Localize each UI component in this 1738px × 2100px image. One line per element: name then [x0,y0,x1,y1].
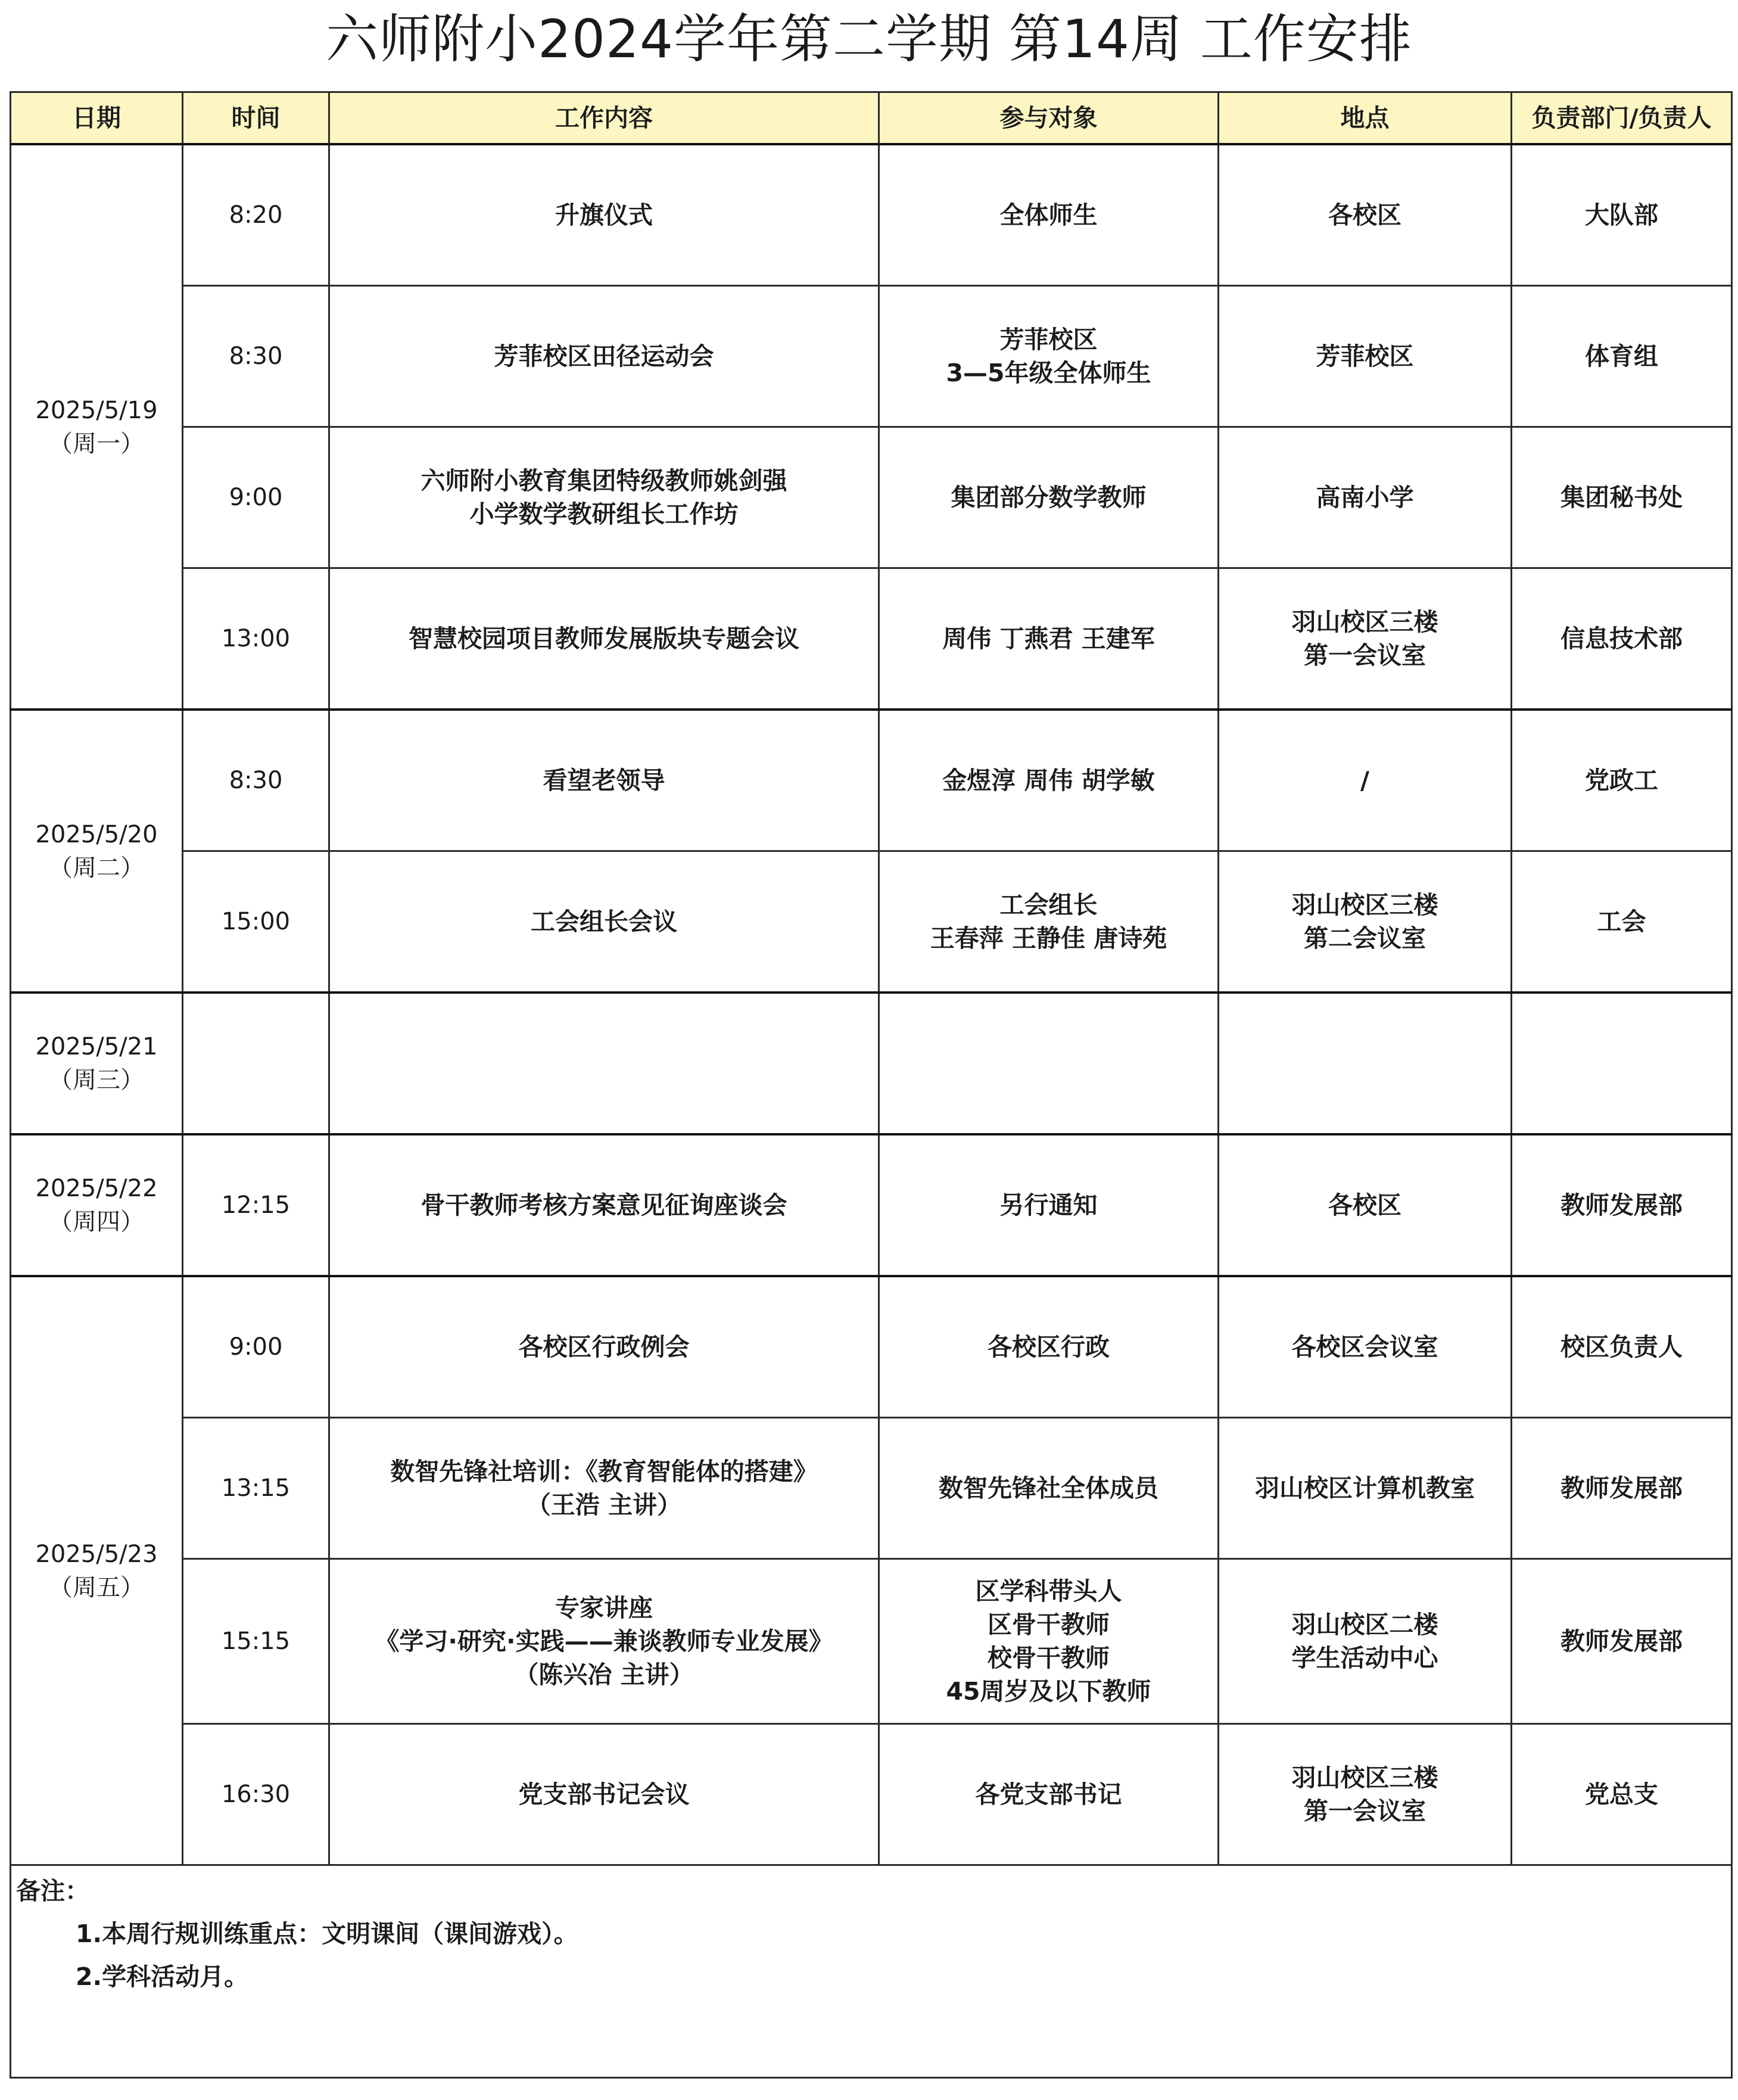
header-row [11,92,1732,145]
participants-cell: 周伟 丁燕君 王建军 [879,568,1219,710]
participants-cell: 工会组长 王春萍 王静佳 唐诗苑 [879,851,1219,993]
owner-cell: 信息技术部 [1512,568,1732,710]
location-cell: 各校区会议室 [1219,1276,1512,1418]
note-item: 1.本周行规训练重点：文明课间（课间游戏）。 [76,1919,578,1948]
content-cell [329,993,879,1134]
location-cell: 高南小学 [1219,427,1512,568]
date-cell [11,1134,183,1276]
date-cell [11,144,183,710]
note-item: 2.学科活动月。 [76,1962,249,1991]
header-owner: 负责部门/负责人 [1512,92,1732,145]
table-row [11,286,1732,427]
notes-heading: 备注： [16,1877,89,1905]
weekday-text: （周一） [49,430,144,458]
location-cell: 羽山校区计算机教室 [1219,1418,1512,1559]
content-cell: 党支部书记会议 [329,1724,879,1865]
owner-cell [1512,993,1732,1134]
location-cell: / [1219,710,1512,851]
participants-cell: 芳菲校区 3—5年级全体师生 [879,286,1219,427]
table-row [11,568,1732,710]
time-cell: 13:00 [183,568,329,710]
owner-cell: 教师发展部 [1512,1418,1732,1559]
date-text: 2025/5/20 [35,820,158,848]
table-row [11,1418,1732,1559]
location-cell: 羽山校区三楼 第二会议室 [1219,851,1512,993]
notes-cell [11,1865,1732,2078]
location-cell [1219,993,1512,1134]
weekday-text: （周四） [49,1208,144,1236]
participants-cell: 金煜淳 周伟 胡学敏 [879,710,1219,851]
date-cell [11,1276,183,1865]
content-cell: 升旗仪式 [329,144,879,286]
participants-cell: 另行通知 [879,1134,1219,1276]
owner-cell: 校区负责人 [1512,1276,1732,1418]
header-date: 日期 [11,92,183,145]
participants-cell [879,993,1219,1134]
participants-cell: 各党支部书记 [879,1724,1219,1865]
owner-cell: 教师发展部 [1512,1559,1732,1724]
table-row [11,851,1732,993]
time-cell: 12:15 [183,1134,329,1276]
owner-cell: 党政工 [1512,710,1732,851]
time-cell: 15:15 [183,1559,329,1724]
time-cell: 16:30 [183,1724,329,1865]
owner-cell: 大队部 [1512,144,1732,286]
content-cell: 芳菲校区田径运动会 [329,286,879,427]
time-cell: 9:00 [183,427,329,568]
owner-cell: 体育组 [1512,286,1732,427]
date-text: 2025/5/23 [35,1540,158,1568]
time-cell: 8:20 [183,144,329,286]
time-cell: 8:30 [183,286,329,427]
content-cell: 工会组长会议 [329,851,879,993]
table-row [11,993,1732,1134]
location-cell: 羽山校区二楼 学生活动中心 [1219,1559,1512,1724]
time-cell [183,993,329,1134]
content-cell: 专家讲座 《学习·研究·实践——兼谈教师专业发展》 （陈兴冶 主讲） [329,1559,879,1724]
date-cell [11,710,183,993]
table-row [11,144,1732,286]
time-cell: 15:00 [183,851,329,993]
table-row [11,1276,1732,1418]
date-text: 2025/5/19 [35,396,158,424]
weekday-text: （周二） [49,854,144,882]
location-cell: 芳菲校区 [1219,286,1512,427]
participants-cell: 数智先锋社全体成员 [879,1418,1219,1559]
table-row [11,1134,1732,1276]
table-row [11,1559,1732,1724]
content-cell: 数智先锋社培训：《教育智能体的搭建》 （王浩 主讲） [329,1418,879,1559]
table-row [11,427,1732,568]
schedule-table [10,91,1733,2079]
date-text: 2025/5/22 [35,1175,158,1202]
table-row [11,1724,1732,1865]
content-cell: 六师附小教育集团特级教师姚剑强 小学数学教研组长工作坊 [329,427,879,568]
participants-cell: 全体师生 [879,144,1219,286]
weekday-text: （周五） [49,1573,144,1601]
location-cell: 羽山校区三楼 第一会议室 [1219,568,1512,710]
header-location: 地点 [1219,92,1512,145]
content-cell: 各校区行政例会 [329,1276,879,1418]
content-cell: 骨干教师考核方案意见征询座谈会 [329,1134,879,1276]
header-participants: 参与对象 [879,92,1219,145]
owner-cell: 工会 [1512,851,1732,993]
page-title: 六师附小2024学年第二学期 第14周 工作安排 [326,8,1412,70]
location-cell: 各校区 [1219,1134,1512,1276]
notes-row [11,1865,1732,2078]
time-cell: 13:15 [183,1418,329,1559]
owner-cell: 教师发展部 [1512,1134,1732,1276]
participants-cell: 各校区行政 [879,1276,1219,1418]
content-cell: 看望老领导 [329,710,879,851]
date-text: 2025/5/21 [35,1033,158,1060]
location-cell: 羽山校区三楼 第一会议室 [1219,1724,1512,1865]
content-cell: 智慧校园项目教师发展版块专题会议 [329,568,879,710]
table-row [11,710,1732,851]
time-cell: 8:30 [183,710,329,851]
owner-cell: 党总支 [1512,1724,1732,1865]
participants-cell: 集团部分数学教师 [879,427,1219,568]
time-cell: 9:00 [183,1276,329,1418]
date-cell [11,993,183,1134]
header-content: 工作内容 [329,92,879,145]
location-cell: 各校区 [1219,144,1512,286]
weekday-text: （周三） [49,1066,144,1094]
owner-cell: 集团秘书处 [1512,427,1732,568]
header-time: 时间 [183,92,329,145]
participants-cell: 区学科带头人 区骨干教师 校骨干教师 45周岁及以下教师 [879,1559,1219,1724]
